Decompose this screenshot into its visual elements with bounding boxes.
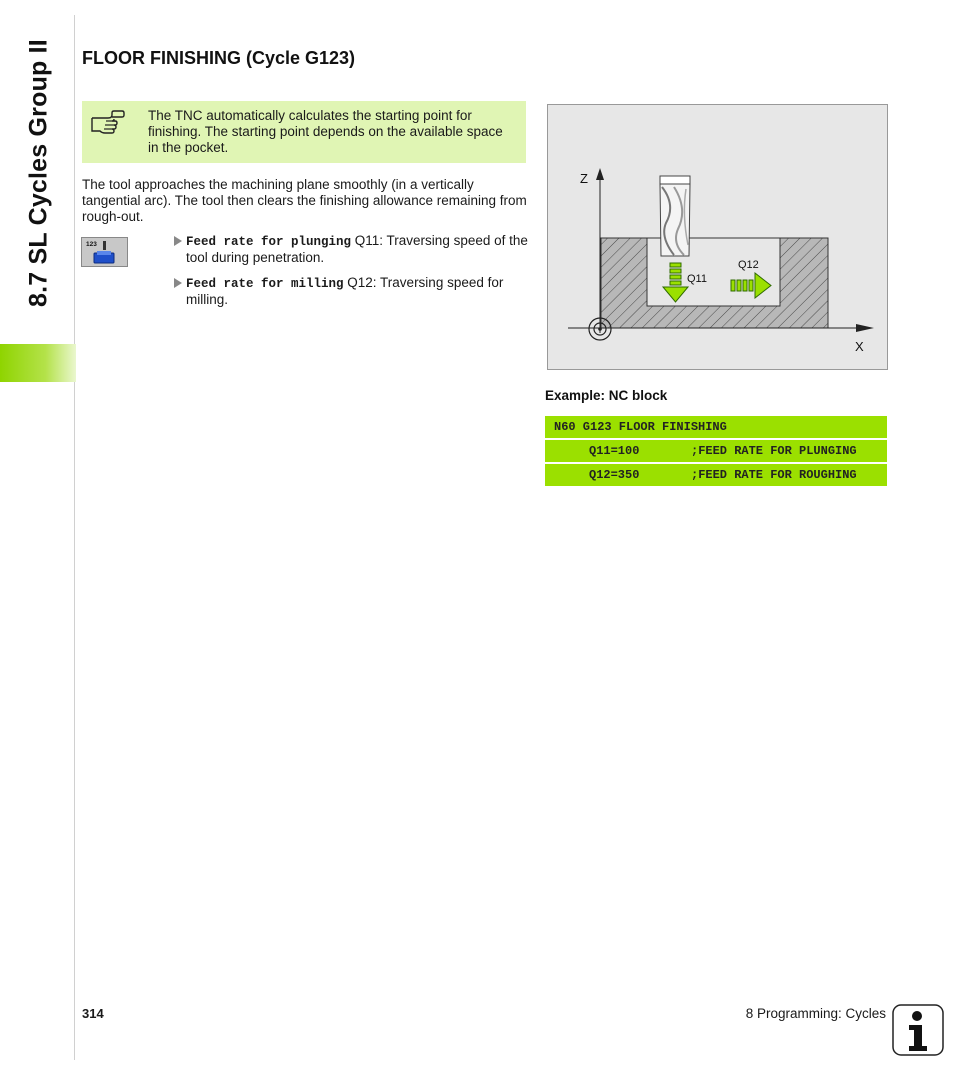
side-divider	[74, 15, 75, 1060]
note-text: The TNC automatically calculates the starting point for finishing. The starting point depends on the available space in the pocket.	[148, 108, 503, 155]
x-axis-label: X	[855, 339, 864, 354]
param-q11-text: Q11: Traversing speed of the tool during penetration.	[186, 233, 528, 265]
pointing-hand-icon	[90, 109, 126, 135]
nc-block-row	[545, 464, 887, 486]
q11-label: Q11	[687, 273, 707, 285]
intro-paragraph: The tool approaches the machining plane smoothly (in a vertically tangential arc). The tool then clears the finishing allowance remaining from rough-out.	[82, 177, 527, 224]
nc-code: Q12=350	[589, 468, 640, 482]
chapter-footer: 8 Programming: Cycles	[745, 1006, 886, 1021]
example-caption: Example: NC block	[545, 388, 668, 403]
q12-label: Q12	[738, 259, 759, 271]
param-q12-keyword: Feed rate for milling	[186, 277, 344, 291]
nc-comment: ;FEED RATE FOR ROUGHING	[691, 468, 857, 482]
param-q12-text: Q12: Traversing speed for milling.	[186, 275, 504, 307]
nc-block-row	[545, 416, 887, 438]
nc-code: Q11=100	[589, 444, 640, 458]
z-axis-label: Z	[580, 171, 588, 186]
chapter-tab	[0, 344, 76, 382]
side-chapter-title-text: 8.7 SL Cycles Group II	[24, 39, 53, 307]
cycle-softkey-icon	[81, 237, 128, 267]
param-q12	[174, 275, 528, 308]
nc-code: N60 G123 FLOOR FINISHING	[554, 420, 727, 434]
info-icon	[892, 1004, 944, 1056]
nc-block-row	[545, 440, 887, 462]
end-mill-tool	[660, 176, 690, 256]
softkey-label: 123	[86, 241, 97, 248]
floor-finishing-figure	[547, 104, 888, 370]
nc-comment: ;FEED RATE FOR PLUNGING	[691, 444, 857, 458]
figure-drawing	[548, 105, 887, 369]
bullet-triangle-icon	[174, 236, 182, 246]
param-q11	[174, 233, 528, 266]
bullet-triangle-icon	[174, 278, 182, 288]
note-box	[82, 101, 526, 163]
page-number: 314	[82, 1006, 104, 1021]
param-q11-keyword: Feed rate for plunging	[186, 235, 352, 249]
side-chapter-title	[8, 8, 70, 338]
section-heading: FLOOR FINISHING (Cycle G123)	[82, 48, 356, 68]
